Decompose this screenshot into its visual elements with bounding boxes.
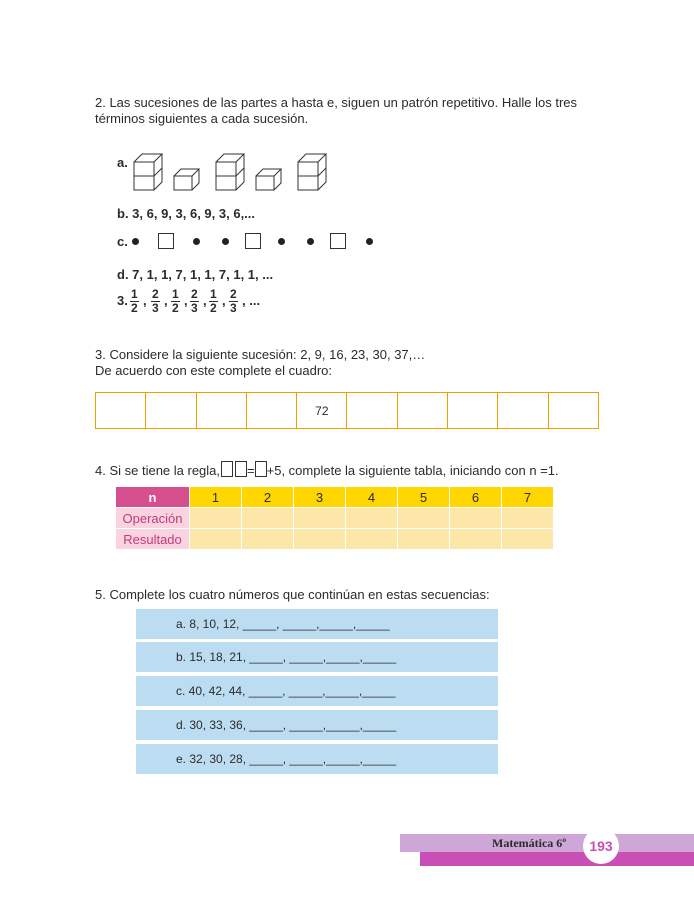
comma: , xyxy=(203,293,207,308)
table-cell[interactable] xyxy=(450,508,502,529)
sequence-bar-d xyxy=(136,710,498,740)
rule-table xyxy=(115,486,554,550)
fraction: $\frac{2}{3}$ xyxy=(191,287,198,315)
table-cell[interactable] xyxy=(450,529,502,550)
fraction: $\frac{1}{2}$ xyxy=(210,287,217,315)
tall-stack-2 xyxy=(216,154,244,190)
sequence-bar-a xyxy=(136,609,498,639)
sequence-cell[interactable] xyxy=(498,393,548,428)
table-cell[interactable] xyxy=(398,529,450,550)
sequence-cell[interactable] xyxy=(448,393,498,428)
dot-shape xyxy=(278,238,285,245)
sequence-cell[interactable] xyxy=(247,393,297,428)
q2-b: b. 3, 6, 9, 3, 6, 9, 3, 6,... xyxy=(117,206,256,221)
sequence-e-text: e. 32, 30, 28, _____, _____,_____,_____ xyxy=(176,752,397,766)
footer-band-dark xyxy=(420,852,694,866)
tall-stack-1 xyxy=(134,154,162,190)
table-cell[interactable] xyxy=(190,508,242,529)
sequence-c-text: c. 40, 42, 44, _____, _____,_____,_____ xyxy=(176,684,396,698)
table-header-n: n xyxy=(116,487,190,508)
page-number: 193 xyxy=(583,828,619,864)
sequence-cell[interactable] xyxy=(146,393,196,428)
table-cell[interactable] xyxy=(346,529,398,550)
fraction: $\frac{1}{2}$ xyxy=(131,287,138,315)
q5-title: 5. Complete los cuatro números que continúan en estas secuencias: xyxy=(95,587,490,602)
small-cube-2 xyxy=(256,169,281,190)
table-cell[interactable] xyxy=(346,508,398,529)
sequence-cell[interactable] xyxy=(347,393,397,428)
blank-box-icon xyxy=(221,461,233,477)
square-shape xyxy=(245,233,261,249)
fraction: $\frac{2}{3}$ xyxy=(152,287,159,315)
row-label-operacion: Operación xyxy=(116,508,190,529)
blank-box-icon xyxy=(255,461,267,477)
q2-e-label: 3. xyxy=(117,293,128,308)
table-header-cell: 5 xyxy=(398,487,450,508)
small-cube-1 xyxy=(174,169,199,190)
fraction: $\frac{1}{2}$ xyxy=(172,287,179,315)
table-header-cell: 4 xyxy=(346,487,398,508)
square-shape xyxy=(158,233,174,249)
table-row-resultado xyxy=(116,529,554,550)
table-header-cell: 2 xyxy=(242,487,294,508)
table-header-row xyxy=(116,487,554,508)
cube-pattern-figure xyxy=(132,150,332,194)
table-header-cell: 7 xyxy=(502,487,554,508)
sequence-bar-c xyxy=(136,676,498,706)
comma: , xyxy=(222,293,226,308)
sequence-d-text: d. 30, 33, 36, _____, _____,_____,_____ xyxy=(176,718,397,732)
sequence-a-text: a. 8, 10, 12, _____, _____,_____,_____ xyxy=(176,617,390,631)
table-cell[interactable] xyxy=(398,508,450,529)
dot-shape xyxy=(307,238,314,245)
table-cell[interactable] xyxy=(294,529,346,550)
table-header-cell: 6 xyxy=(450,487,502,508)
dot-shape xyxy=(193,238,200,245)
dot-shape xyxy=(132,238,139,245)
sequence-cell[interactable] xyxy=(96,393,146,428)
q4-text-before: 4. Si se tiene la regla, xyxy=(95,463,221,478)
comma: , xyxy=(164,293,168,308)
comma: , xyxy=(143,293,147,308)
q3-line2: De acuerdo con este complete el cuadro: xyxy=(95,363,333,378)
sequence-cell[interactable] xyxy=(398,393,448,428)
fraction: $\frac{2}{3}$ xyxy=(230,287,237,315)
sequence-cell: 72 xyxy=(297,393,347,428)
sequence-bar-e xyxy=(136,744,498,774)
q2-a-label: a. xyxy=(117,155,128,170)
sequence-cells xyxy=(95,392,599,429)
table-header-cell: 1 xyxy=(190,487,242,508)
q3-line1: 3. Considere la siguiente sucesión: 2, 9, 16, 23, 30, 37,… xyxy=(95,347,426,362)
q4-rule xyxy=(95,461,559,479)
comma: , xyxy=(184,293,188,308)
tall-stack-3 xyxy=(298,154,326,190)
q2-c-label: c. xyxy=(117,234,128,249)
q2-d: d. 7, 1, 1, 7, 1, 1, 7, 1, 1, ... xyxy=(117,267,274,282)
table-cell[interactable] xyxy=(242,529,294,550)
square-shape xyxy=(330,233,346,249)
table-header-cell: 3 xyxy=(294,487,346,508)
sequence-bar-b xyxy=(136,642,498,672)
table-cell[interactable] xyxy=(502,529,554,550)
table-cell[interactable] xyxy=(294,508,346,529)
blank-box-icon xyxy=(235,461,247,477)
table-cell[interactable] xyxy=(190,529,242,550)
dot-shape xyxy=(222,238,229,245)
row-label-resultado: Resultado xyxy=(116,529,190,550)
sequence-b-text: b. 15, 18, 21, _____, _____,_____,_____ xyxy=(176,650,397,664)
table-row-operacion xyxy=(116,508,554,529)
q4-equals: = xyxy=(247,463,255,478)
table-cell[interactable] xyxy=(242,508,294,529)
table-cell[interactable] xyxy=(502,508,554,529)
q2-text: 2. Las sucesiones de las partes a hasta e, siguen un patrón repetitivo. Halle los tres términos siguientes a cada sucesión. xyxy=(95,95,578,126)
dot-shape xyxy=(366,238,373,245)
sequence-cell[interactable] xyxy=(549,393,598,428)
footer-subject: Matemática 6º xyxy=(492,836,567,850)
sequence-cell[interactable] xyxy=(197,393,247,428)
fraction-ellipsis: , ... xyxy=(242,293,261,308)
q4-text-after: +5, complete la siguiente tabla, iniciando con n =1. xyxy=(266,463,559,478)
